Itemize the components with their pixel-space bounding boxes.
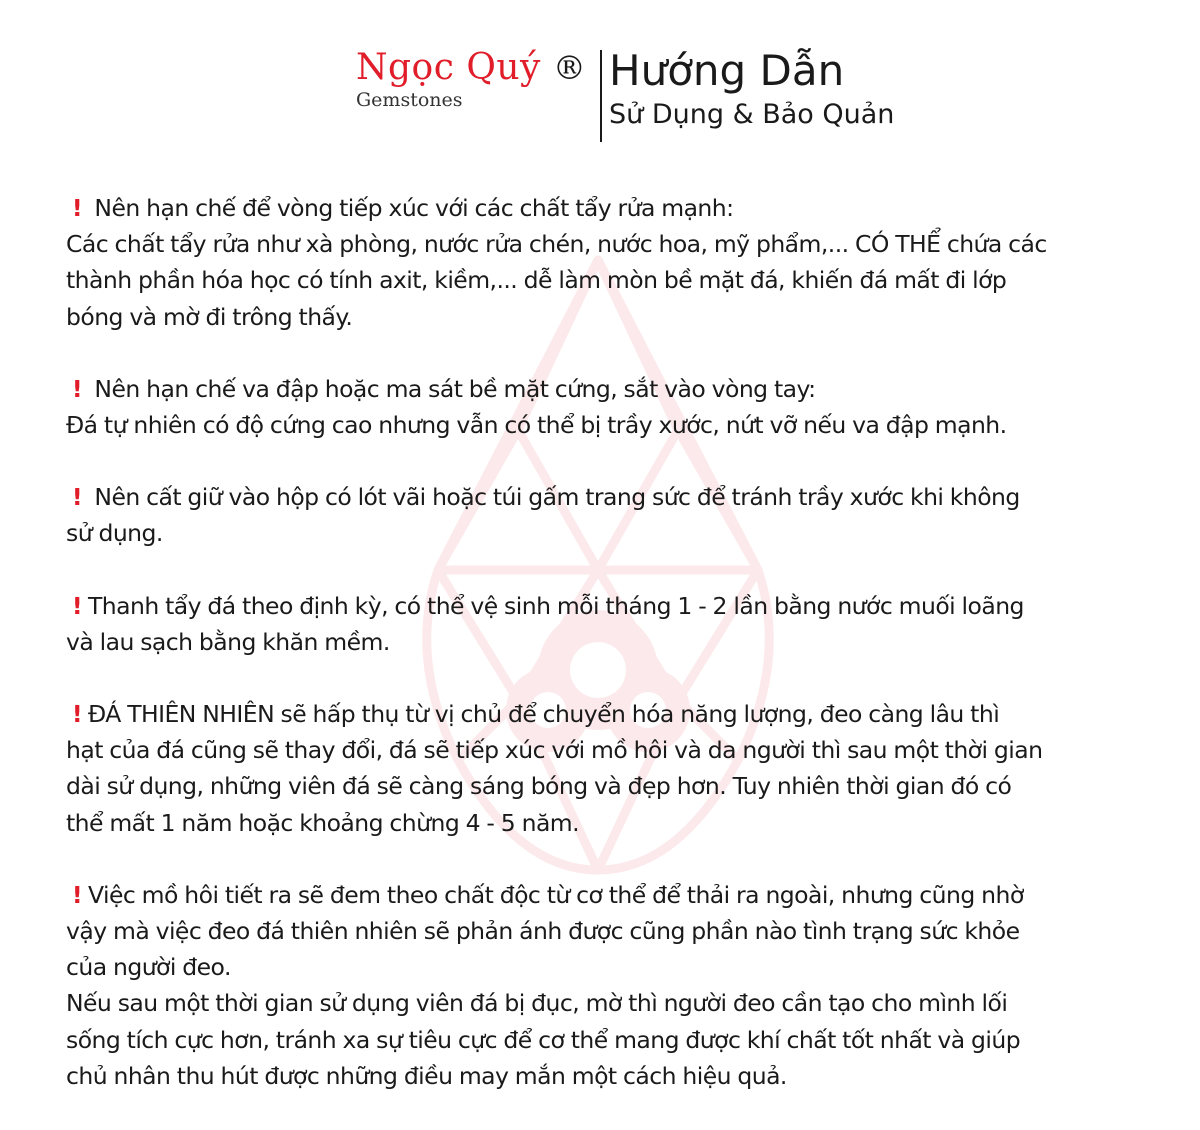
exclamation-icon: !	[71, 194, 83, 222]
brand-subtitle: Gemstones	[356, 89, 463, 111]
paragraph-line: dài sử dụng, những viên đá sẽ càng sáng bóng và đẹp hơn. Tuy nhiên thời gian đó có	[66, 772, 1012, 801]
paragraph-line: vậy mà việc đeo đá thiên nhiên sẽ phản ánh được cũng phần nào tình trạng sức khỏe	[66, 917, 1020, 946]
instruction-paragraph	[66, 877, 1136, 1094]
brand-name	[356, 46, 586, 90]
instruction-paragraph	[66, 190, 1136, 335]
paragraph-line: thành phần hóa học có tính axit, kiềm,... dễ làm mòn bề mặt đá, khiến đá mất đi lớp	[66, 266, 1007, 295]
header-divider	[600, 50, 602, 142]
paragraph-line: sử dụng.	[66, 519, 163, 548]
page-title: Hướng Dẫn	[609, 46, 845, 95]
exclamation-icon: !	[71, 591, 83, 620]
paragraph-line: chủ nhân thu hút được những điều may mắn một cách hiệu quả.	[66, 1061, 787, 1090]
paragraph-line: ! ĐÁ THIÊN NHIÊN sẽ hấp thụ từ vị chủ để chuyển hóa năng lượng, đeo càng lâu thì	[66, 696, 1136, 732]
page-header	[0, 40, 1200, 150]
registered-mark: ®	[552, 48, 587, 87]
title-block	[609, 44, 894, 132]
paragraph-line: ! Nên hạn chế để vòng tiếp xúc với các chất tẩy rửa mạnh:	[66, 190, 1136, 226]
exclamation-icon: !	[71, 483, 83, 512]
paragraph-line: hạt của đá cũng sẽ thay đổi, đá sẽ tiếp xúc với mồ hôi và da người thì sau một thời gian	[66, 736, 1043, 765]
paragraph-line: ! Việc mồ hôi tiết ra sẽ đem theo chất độc từ cơ thể để thải ra ngoài, nhưng cũng nhờ	[66, 877, 1136, 913]
page-subtitle: Sử Dụng & Bảo Quản	[609, 99, 895, 130]
paragraph-line: Đá tự nhiên có độ cứng cao nhưng vẫn có thể bị trầy xước, nứt vỡ nếu va đập mạnh.	[66, 411, 1007, 440]
exclamation-icon: !	[71, 700, 83, 729]
instruction-paragraph	[66, 696, 1136, 841]
brand-logo	[356, 46, 586, 112]
paragraph-line: Các chất tẩy rửa như xà phòng, nước rửa chén, nước hoa, mỹ phẩm,... CÓ THỂ chứa các	[66, 230, 1047, 259]
instruction-paragraph	[66, 588, 1136, 660]
paragraph-line: bóng và mờ đi trông thấy.	[66, 302, 353, 331]
exclamation-icon: !	[71, 374, 83, 403]
paragraph-line: sống tích cực hơn, tránh xa sự tiêu cực để cơ thể mang được khí chất tốt nhất và giúp	[66, 1025, 1021, 1054]
paragraph-line: và lau sạch bằng khăn mềm.	[66, 627, 390, 656]
paragraph-line: ! Nên cất giữ vào hộp có lót vãi hoặc túi gấm trang sức để tránh trầy xước khi không	[66, 479, 1136, 515]
paragraph-line: ! Nên hạn chế va đập hoặc ma sát bề mặt cứng, sắt vào vòng tay:	[66, 371, 1136, 407]
exclamation-icon: !	[71, 880, 83, 909]
paragraph-line: Nếu sau một thời gian sử dụng viên đá bị đục, mờ thì người đeo cần tạo cho mình lối	[66, 989, 1008, 1018]
instruction-paragraph	[66, 479, 1136, 551]
instructions-body	[66, 190, 1136, 1130]
paragraph-line: thể mất 1 năm hoặc khoảng chừng 4 - 5 năm.	[66, 808, 580, 837]
paragraph-line: ! Thanh tẩy đá theo định kỳ, có thể vệ sinh mỗi tháng 1 - 2 lần bằng nước muối loãng	[66, 588, 1136, 624]
brand-name-text: Ngọc Quý	[356, 47, 541, 88]
instruction-paragraph	[66, 371, 1136, 443]
paragraph-line: của người đeo.	[66, 953, 231, 982]
